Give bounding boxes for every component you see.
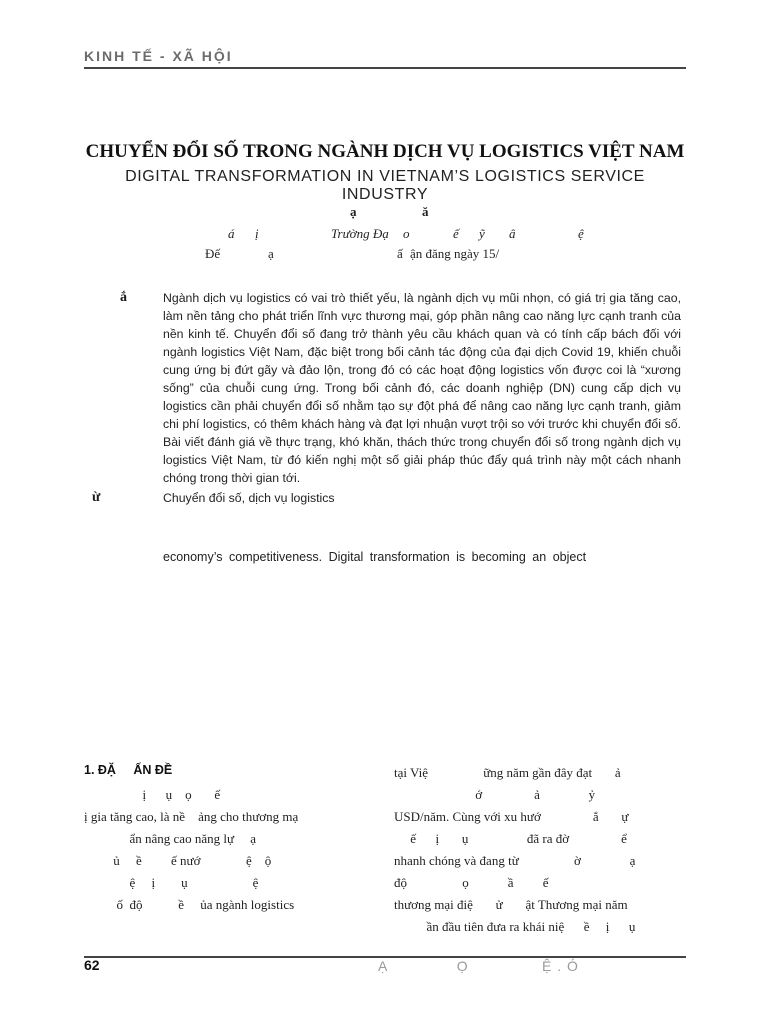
affiliation-fragment: ị: [255, 226, 259, 241]
received-fragment: ạ: [268, 246, 274, 261]
text-line: ệ ị ụ ệ: [84, 875, 259, 890]
affiliation-fragment: á: [228, 226, 235, 241]
text-line: ẩn nâng cao năng lự ạ: [84, 831, 257, 846]
keywords-label: ừ: [92, 490, 101, 505]
affiliation-fragment: â: [509, 226, 516, 241]
text-line: ần đầu tiên đưa ra khái niệ ề ị ụ: [394, 919, 636, 934]
affiliation-fragment: ệ: [578, 226, 584, 241]
body-right-column: [394, 762, 686, 938]
text-line: nhanh chóng và đang từ ờ ạ: [394, 853, 636, 868]
abstract-text: Ngành dịch vụ logistics có vai trò thiết yếu, là ngành dịch vụ mũi nhọn, có giá trị gia tăng cao, làm nền tảng cho phát triển lĩnh vực thương mại, góp phần nâng cao năng lực cạnh tranh của nền kinh tế. Chuyển đổi số đang trở thành yêu cầu khách quan và có tính cấp bách đối với ngành logistics Việt Nam, đặc biệt trong bối cảnh tác động của đại dịch Covid 19, khiến chuỗi cung ứng bị đứt gãy và đảo lộn, trong đó có các hoạt động logistics vốn được coi là “xương sống” của chuỗi cung ứng. Trong bối cảnh đó, các doanh nghiệp (DN) cung cấp dịch vụ logistics cần phải chuyển đổi số nhằm tạo sự đột phá để nâng cao năng lực cạnh tranh, giảm chi phí logistics, có thêm khách hàng và đạt lợi nhuận vượt trội so với trước khi chuyển đổi số. Bài viết đánh giá về thực trạng, khó khăn, thách thức trong chuyển đổi số trong ngành dịch vụ logistics Việt Nam, từ đó kiến nghị một số giải pháp thúc đẩy quá trình này một cách nhanh chóng trong thời gian tới.: [163, 291, 681, 485]
text-line: [84, 762, 374, 784]
text-line: ị gia tăng cao, là nề ảng cho thương mạ: [84, 809, 299, 824]
title-english: DIGITAL TRANSFORMATION IN VIETNAM’S LOGISTICS SERVICE INDUSTRY: [125, 168, 645, 203]
author-fragment: ạ: [350, 204, 357, 219]
text-line: USD/năm. Cùng với xu hướ ắ ự: [394, 809, 629, 824]
journal-name-fragment: Ạ Ọ Ệ . Ó: [378, 958, 579, 974]
section-label: KINH TẾ - XÃ HỘI: [84, 48, 233, 64]
text-line: ế ị ụ đã ra đờ ể: [394, 831, 627, 846]
abstract-label: ắ: [120, 290, 127, 305]
header-rule: [84, 67, 686, 69]
affiliation-fragment: ế: [453, 226, 459, 241]
affiliation-fragment: o: [403, 226, 410, 241]
text-line: ị ụ ọ ế: [84, 787, 221, 802]
text-line: tại Việ ững năm gần đây đạt ả: [394, 765, 621, 780]
text-line: ố độ ề ủa ngành logistics: [84, 897, 295, 912]
affiliation-fragment: ỹ: [479, 226, 485, 241]
section-heading: 1. ĐẶ ẤN ĐỀ: [84, 763, 173, 777]
affiliation-fragment: Trường Đạ: [331, 226, 389, 241]
received-fragment: ận đăng ngày 15/: [410, 246, 500, 261]
english-abstract-fragment: economy’s competitiveness. Digital transformation is becoming an object: [163, 550, 587, 564]
keywords-text: Chuyển đổi số, dịch vụ logistics: [163, 491, 335, 505]
author-fragment: ă: [422, 204, 429, 219]
text-line: ớ ả ỷ: [394, 787, 596, 802]
text-line: ủ ề ế nướ ệ ộ: [84, 853, 272, 868]
received-fragment: ấ: [397, 246, 403, 261]
title-vietnamese: CHUYỂN ĐỔI SỐ TRONG NGÀNH DỊCH VỤ LOGISTICS VIỆT NAM: [85, 141, 685, 162]
body-left-column: [84, 762, 374, 916]
text-line: thương mại điệ ử ật Thương mại năm: [394, 897, 628, 912]
page-number: 62: [84, 957, 100, 973]
text-line: độ ọ ầ ế: [394, 875, 549, 890]
received-fragment: Đế: [205, 246, 221, 261]
